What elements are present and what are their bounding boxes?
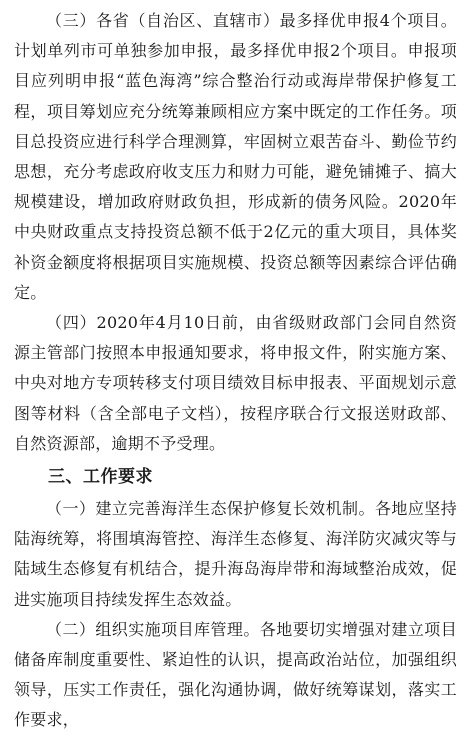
- paragraph-long-term-mechanism: （一）建立完善海洋生态保护修复长效机制。各地应坚持陆海统筹，将围填海管控、海洋生态修复、海洋防灾减灾等与陆域生态修复有机结合，提升海岛海岸带和海域整治成效，促进实施项目持续发挥生态效益。: [14, 499, 457, 609]
- paragraph-project-library: （二）组织实施项目库管理。各地要切实增强对建立项目储备库制度重要性、紧迫性的认识，提高政治站位，加强组织领导，压实工作责任，强化沟通协调，做好统筹谋划，落实工作要求，: [14, 619, 457, 730]
- section-heading-work-requirements: 三、工作要求: [48, 467, 153, 488]
- paragraph-project-quota: （三）各省（自治区、直辖市）最多择优申报4个项目。计划单列市可单独参加申报，最多择优申报2个项目。申报项目应列明申报“蓝色海湾”综合整治行动或海岸带保护修复工程，项目筹划应充分统筹兼顾相应方案中既定的工作任务。项目总投资应进行科学合理测算，牢固树立艰苦奋斗、勤俭节约思想，充分考虑政府收支压力和财力可能，避免铺摊子、搞大规模建设，增加政府财政负担，形成新的债务风险。2020年中央财政重点支持投资总额不低于2亿元的重大项目，具体奖补资金额度将根据项目实施规模、投资总额等因素综合评估确定。: [14, 11, 457, 302]
- paragraph-submission-deadline: （四）2020年4月10日前，由省级财政部门会同自然资源主管部门按照本申报通知要求，将申报文件，附实施方案、中央对地方专项转移支付项目绩效目标申报表、平面规划示意图等材料（含全部电子文档），按程序联合行文报送财政部、自然资源部，逾期不予受理。: [14, 313, 457, 453]
